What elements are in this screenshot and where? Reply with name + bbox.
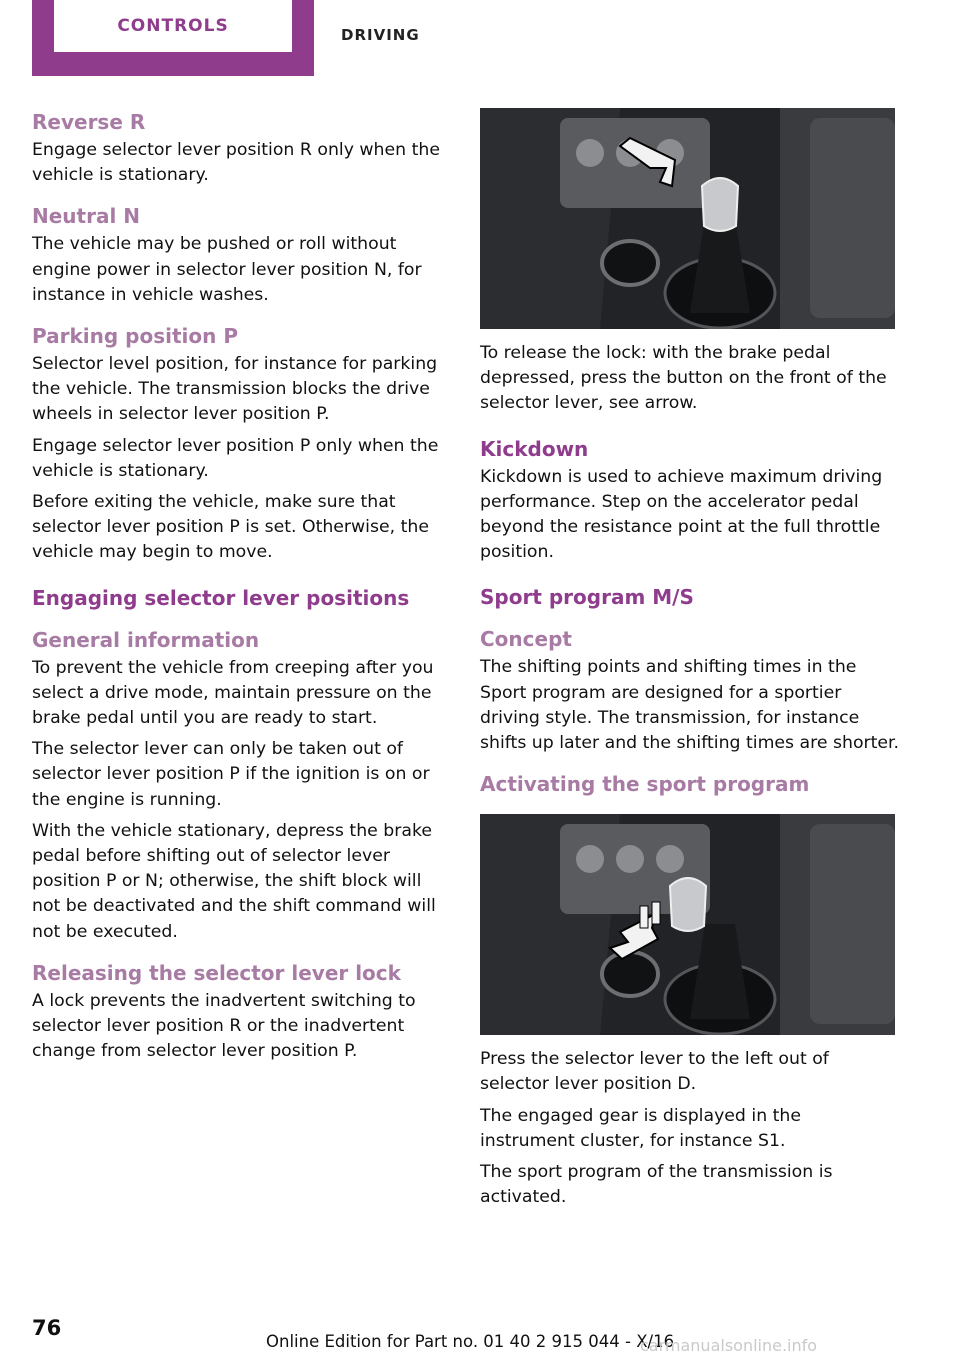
site-watermark: carmanualsonline.info bbox=[640, 1336, 818, 1355]
activating-heading: Activating the sport program bbox=[480, 772, 810, 797]
neutral-text: The vehicle may be pushed or roll without engine power in selector lever position N, for instance in vehicle washes. bbox=[32, 234, 422, 305]
neutral-heading: Neutral N bbox=[32, 204, 141, 229]
parking-text-3: Before exiting the vehicle, make sure that selector lever position P is set. Otherwise, the vehicle may begin to move. bbox=[32, 492, 429, 563]
left-column bbox=[32, 108, 450, 1070]
tab-controls[interactable] bbox=[32, 0, 314, 76]
parking-heading: Parking position P bbox=[32, 324, 238, 349]
reverse-heading: Reverse R bbox=[32, 110, 146, 134]
general-text-1: To prevent the vehicle from creeping after you select a drive mode, maintain pressure on the brake pedal until you are ready to start. bbox=[32, 657, 434, 729]
releasing-text: A lock prevents the inadvertent switching to selector lever position R or the inadvertent change from selector lever position P. bbox=[32, 990, 416, 1062]
activating-text-3: The sport program of the transmission is activated. bbox=[480, 1162, 833, 1208]
selector-lever-release-photo bbox=[480, 108, 895, 329]
kickdown-text: Kickdown is used to achieve maximum driving performance. Step on the accelerator pedal beyond the resistance point at the full throttle position. bbox=[480, 466, 883, 563]
engaging-heading: Engaging selector lever positions bbox=[32, 585, 410, 610]
concept-text: The shifting points and shifting times in the Sport program are designed for a sportier driving style. The transmission, for instance shifts up later and the shifting times are shorter. bbox=[480, 657, 900, 754]
reverse-text: Engage selector lever position R only when the vehicle is stationary. bbox=[32, 140, 440, 186]
general-heading: General information bbox=[32, 627, 260, 652]
releasing-heading: Releasing the selector lever lock bbox=[32, 960, 401, 985]
parking-text-1: Selector level position, for instance for parking the vehicle. The transmission blocks the drive wheels in selector lever position P. bbox=[32, 354, 438, 425]
page-number: 76 bbox=[32, 1316, 62, 1340]
release-text: To release the lock: with the brake pedal depressed, press the button on the front of the selector lever, see arrow. bbox=[480, 343, 887, 414]
tab-driving[interactable]: DRIVING bbox=[341, 26, 420, 44]
activating-text-2: The engaged gear is displayed in the instrument cluster, for instance S1. bbox=[480, 1105, 801, 1151]
right-column bbox=[480, 108, 900, 1216]
concept-heading: Concept bbox=[480, 627, 572, 652]
tab-controls-label: CONTROLS bbox=[54, 0, 292, 52]
general-text-3: With the vehicle stationary, depress the brake pedal before shifting out of selector lever position P or N; otherwise, the shift block will not be deactivated and the shift command will not be executed. bbox=[32, 820, 436, 942]
activating-text-1: Press the selector lever to the left out of selector lever position D. bbox=[480, 1049, 829, 1095]
kickdown-heading: Kickdown bbox=[480, 436, 589, 461]
edition-note: Online Edition for Part no. 01 40 2 915 044 - X/16 bbox=[266, 1332, 675, 1351]
parking-text-2: Engage selector lever position P only when the vehicle is stationary. bbox=[32, 435, 439, 481]
sport-heading: Sport program M/S bbox=[480, 585, 694, 610]
sport-program-photo bbox=[480, 814, 895, 1035]
general-text-2: The selector lever can only be taken out of selector lever position P if the ignition is on or the engine is running. bbox=[32, 739, 430, 810]
